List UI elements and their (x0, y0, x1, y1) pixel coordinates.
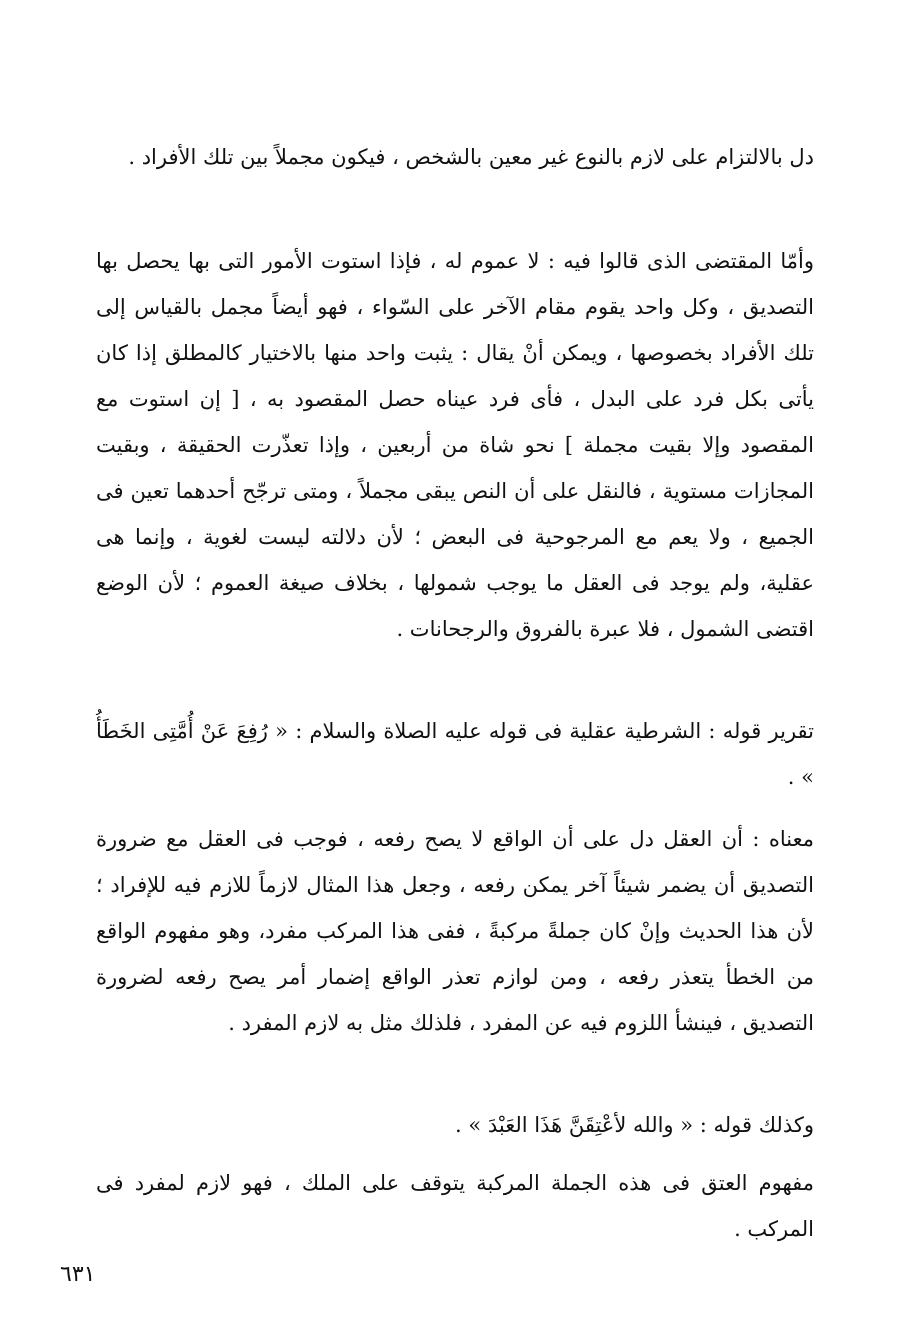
paragraph-text: معناه : أن العقل دل على أن الواقع لا يصح رفعه ، فوجب فى العقل مع ضرورة التصديق أن يضمر شيئاً آخر يمكن رفعه ، وجعل هذا المثال لازماً للازم فيه للإفراد ؛ لأن هذا الحديث وإنْ كان جملةً مركبةً ، ففى هذا المركب مفرد، وهو مفهوم الواقع من الخطأ يتعذر رفعه ، ومن لوازم تعذر الواقع إضمار أمر يصح رفعه لضرورة التصديق ، فينشأ اللزوم فيه عن المفرد ، فلذلك مثل به لازم المفرد . (96, 827, 814, 1035)
paragraph-2 (96, 238, 814, 652)
paragraph-3 (96, 708, 814, 800)
paragraph-1 (96, 134, 814, 180)
paragraph-4 (96, 816, 814, 1046)
paragraph-text: مفهوم العتق فى هذه الجملة المركبة يتوقف على الملك ، فهو لازم لمفرد فى المركب . (96, 1171, 814, 1241)
paragraph-text: دل بالالتزام على لازم بالنوع غير معين بالشخص ، فيكون مجملاً بين تلك الأفراد . (128, 145, 814, 169)
paragraph-6 (96, 1160, 814, 1252)
paragraph-text: وأمّا المقتضى الذى قالوا فيه : لا عموم له ، فإذا استوت الأمور التى بها يحصل بها التصديق ، وكل واحد يقوم مقام الآخر على السّواء ، فهو أيضاً مجمل بالقياس إلى تلك الأفراد بخصوصها ، ويمكن أنْ يقال : يثبت واحد منها بالاختيار كالمطلق إذا كان يأتى بكل فرد على البدل ، فأى فرد عيناه حصل المقصود به ، [ إن استوت مع المقصود وإلا بقيت مجملة ] نحو شاة من أربعين ، وإذا تعذّرت الحقيقة ، وبقيت المجازات مستوية ، فالنقل على أن النص يبقى مجملاً ، ومتى ترجّح أحدهما تعين فى الجميع ، ولا يعم مع المرجوحية فى البعض ؛ لأن دلالته ليست لغوية ، وإنما هى عقلية، ولم يوجد فى العقل ما يوجب شمولها ، بخلاف صيغة العموم ؛ لأن الوضع اقتضى الشمول ، فلا عبرة بالفروق والرجحانات . (96, 249, 814, 641)
paragraph-text: وكذلك قوله : « والله لأعْتِقَنَّ هَذَا العَبْدَ » . (454, 1113, 814, 1137)
page-number: ٦٣١ (60, 1262, 96, 1287)
paragraph-text: تقرير قوله : الشرطية عقلية فى قوله عليه الصلاة والسلام : « رُفِعَ عَنْ أُمَّتِى الخَطَأُ » . (96, 719, 814, 789)
paragraph-5 (96, 1102, 814, 1148)
